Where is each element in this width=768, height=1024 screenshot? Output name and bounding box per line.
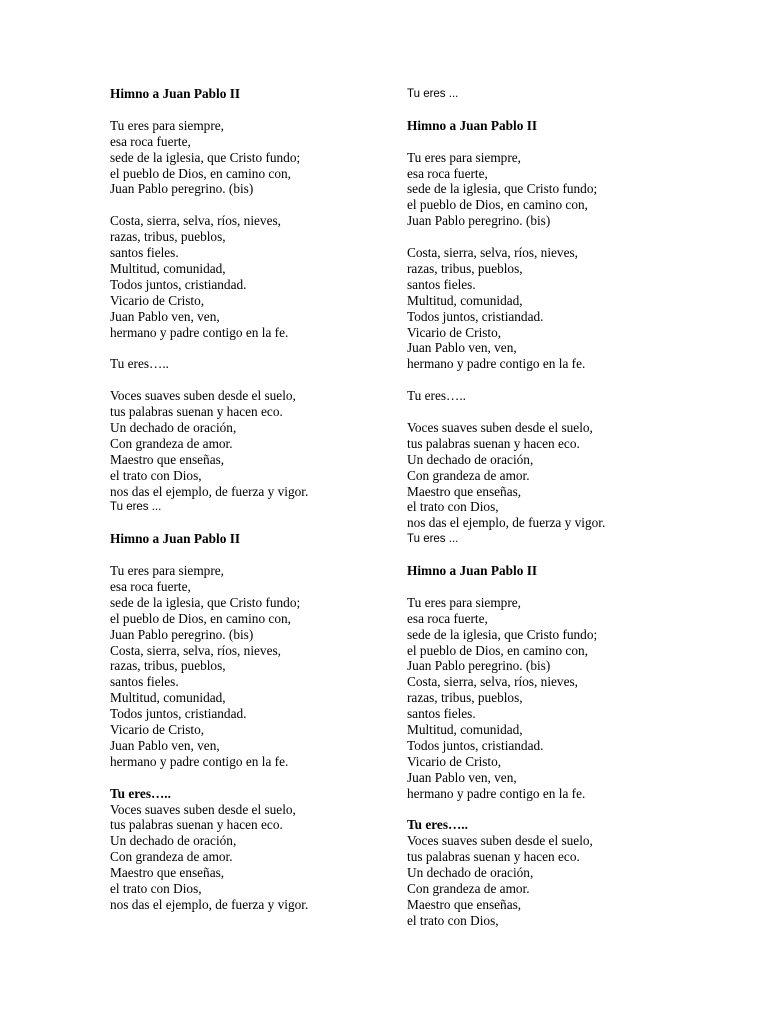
refrain-cue: Tu eres ...	[110, 501, 162, 514]
verse-line: Juan Pablo ven, ven,	[110, 737, 220, 753]
verse-line: razas, tribus, pueblos,	[407, 260, 523, 276]
hymn-title: Himno a Juan Pablo II	[110, 86, 241, 101]
verse-line: Costa, sierra, selva, ríos, nieves,	[407, 245, 578, 260]
verse-line: Tu eres para siempre,	[110, 563, 224, 578]
verse-line: Multitud, comunidad,	[407, 722, 523, 737]
verse-line: el trato con Dios,	[110, 467, 202, 483]
verse-line: esa roca fuerte,	[407, 165, 488, 181]
verse-line: hermano y padre contigo en la fe.	[407, 785, 586, 801]
verse-line: Costa, sierra, selva, ríos, nieves,	[110, 642, 281, 658]
verse-line: santos fieles.	[110, 674, 179, 690]
verse-line: Todos juntos, cristiandad.	[110, 706, 247, 722]
verse-line: Multitud, comunidad,	[110, 690, 226, 706]
verse-line: Juan Pablo ven, ven,	[407, 340, 517, 356]
verse-line: razas, tribus, pueblos,	[407, 690, 523, 706]
verse-line: Vicario de Cristo,	[407, 324, 502, 340]
verse-line: Juan Pablo peregrino. (bis)	[110, 181, 254, 197]
verse-line: nos das el ejemplo, de fuerza y vigor.	[407, 515, 606, 531]
verse-line: Maestro que enseñas,	[110, 451, 225, 467]
verse-line: Tu eres…..	[407, 817, 468, 833]
verse-line: tus palabras suenan y hacen eco.	[407, 435, 580, 451]
verse-line: Costa, sierra, selva, ríos, nieves,	[110, 213, 281, 229]
verse-line: el pueblo de Dios, en camino con,	[110, 165, 291, 181]
verse-line: sede de la iglesia, que Cristo fundo;	[110, 594, 301, 610]
refrain-cue: Tu eres ...	[407, 533, 459, 546]
verse-line: nos das el ejemplo, de fuerza y vigor.	[110, 483, 309, 499]
verse-line: el pueblo de Dios, en camino con,	[407, 197, 588, 213]
verse-line: Voces suaves suben desde el suelo,	[110, 801, 296, 817]
verse-line: Juan Pablo peregrino. (bis)	[407, 213, 551, 229]
verse-line: Juan Pablo peregrino. (bis)	[110, 626, 254, 642]
verse-line: Todos juntos, cristiandad.	[110, 276, 247, 292]
verse-line: Maestro que enseñas,	[407, 896, 522, 912]
verse-line: Tu eres…..	[110, 356, 169, 372]
verse-line: Tu eres para siempre,	[407, 594, 521, 610]
verse-line: Vicario de Cristo,	[110, 722, 205, 737]
verse-line: Con grandeza de amor.	[110, 849, 233, 865]
verse-line: hermano y padre contigo en la fe.	[110, 753, 289, 769]
refrain-cue: Tu eres ...	[407, 88, 459, 100]
verse-line: Maestro que enseñas,	[110, 865, 225, 881]
verse-line: hermano y padre contigo en la fe.	[407, 356, 586, 372]
verse-line: Con grandeza de amor.	[110, 435, 233, 451]
verse-line: santos fieles.	[407, 276, 476, 292]
verse-line: tus palabras suenan y hacen eco.	[110, 404, 283, 419]
verse-line: sede de la iglesia, que Cristo fundo;	[407, 181, 598, 197]
hymn-title: Himno a Juan Pablo II	[407, 117, 538, 133]
verse-line: Multitud, comunidad,	[407, 292, 523, 308]
verse-line: el trato con Dios,	[407, 912, 499, 928]
verse-line: el pueblo de Dios, en camino con,	[407, 642, 588, 658]
verse-line: santos fieles.	[110, 245, 179, 260]
verse-line: esa roca fuerte,	[407, 610, 488, 626]
verse-line: Tu eres para siempre,	[407, 149, 521, 165]
verse-line: Juan Pablo peregrino. (bis)	[407, 658, 551, 674]
verse-line: el trato con Dios,	[110, 881, 202, 896]
verse-line: Juan Pablo ven, ven,	[407, 769, 517, 785]
verse-line: el pueblo de Dios, en camino con,	[110, 610, 291, 626]
verse-line: el trato con Dios,	[407, 499, 499, 515]
verse-line: Juan Pablo ven, ven,	[110, 308, 220, 324]
verse-line: Con grandeza de amor.	[407, 467, 530, 483]
verse-line: Tu eres para siempre,	[110, 117, 224, 133]
hymn-title: Himno a Juan Pablo II	[110, 531, 241, 547]
verse-line: Un dechado de oración,	[110, 419, 237, 435]
verse-line: Multitud, comunidad,	[110, 260, 226, 276]
verse-line: Tu eres…..	[110, 785, 171, 801]
verse-line: nos das el ejemplo, de fuerza y vigor.	[110, 896, 309, 912]
verse-line: Voces suaves suben desde el suelo,	[407, 419, 593, 435]
verse-line: Todos juntos, cristiandad.	[407, 308, 544, 324]
verse-line: hermano y padre contigo en la fe.	[110, 324, 289, 340]
verse-line: tus palabras suenan y hacen eco.	[407, 849, 580, 865]
verse-line: sede de la iglesia, que Cristo fundo;	[407, 626, 598, 642]
hymn-title: Himno a Juan Pablo II	[407, 563, 538, 578]
verse-line: razas, tribus, pueblos,	[110, 229, 226, 245]
verse-line: Costa, sierra, selva, ríos, nieves,	[407, 674, 578, 690]
verse-line: Maestro que enseñas,	[407, 483, 522, 499]
verse-line: santos fieles.	[407, 706, 476, 722]
verse-line: Tu eres…..	[407, 388, 466, 404]
verse-line: Voces suaves suben desde el suelo,	[110, 388, 296, 404]
verse-line: Todos juntos, cristiandad.	[407, 737, 544, 753]
verse-line: sede de la iglesia, que Cristo fundo;	[110, 149, 301, 165]
verse-line: Un dechado de oración,	[407, 451, 534, 467]
verse-line: Un dechado de oración,	[110, 833, 237, 849]
verse-line: Con grandeza de amor.	[407, 881, 530, 896]
verse-line: Vicario de Cristo,	[407, 753, 502, 769]
verse-line: razas, tribus, pueblos,	[110, 658, 226, 674]
verse-line: Vicario de Cristo,	[110, 292, 205, 308]
verse-line: Un dechado de oración,	[407, 865, 534, 881]
verse-line: tus palabras suenan y hacen eco.	[110, 817, 283, 833]
verse-line: esa roca fuerte,	[110, 578, 191, 594]
verse-line: esa roca fuerte,	[110, 133, 191, 149]
verse-line: Voces suaves suben desde el suelo,	[407, 833, 593, 849]
